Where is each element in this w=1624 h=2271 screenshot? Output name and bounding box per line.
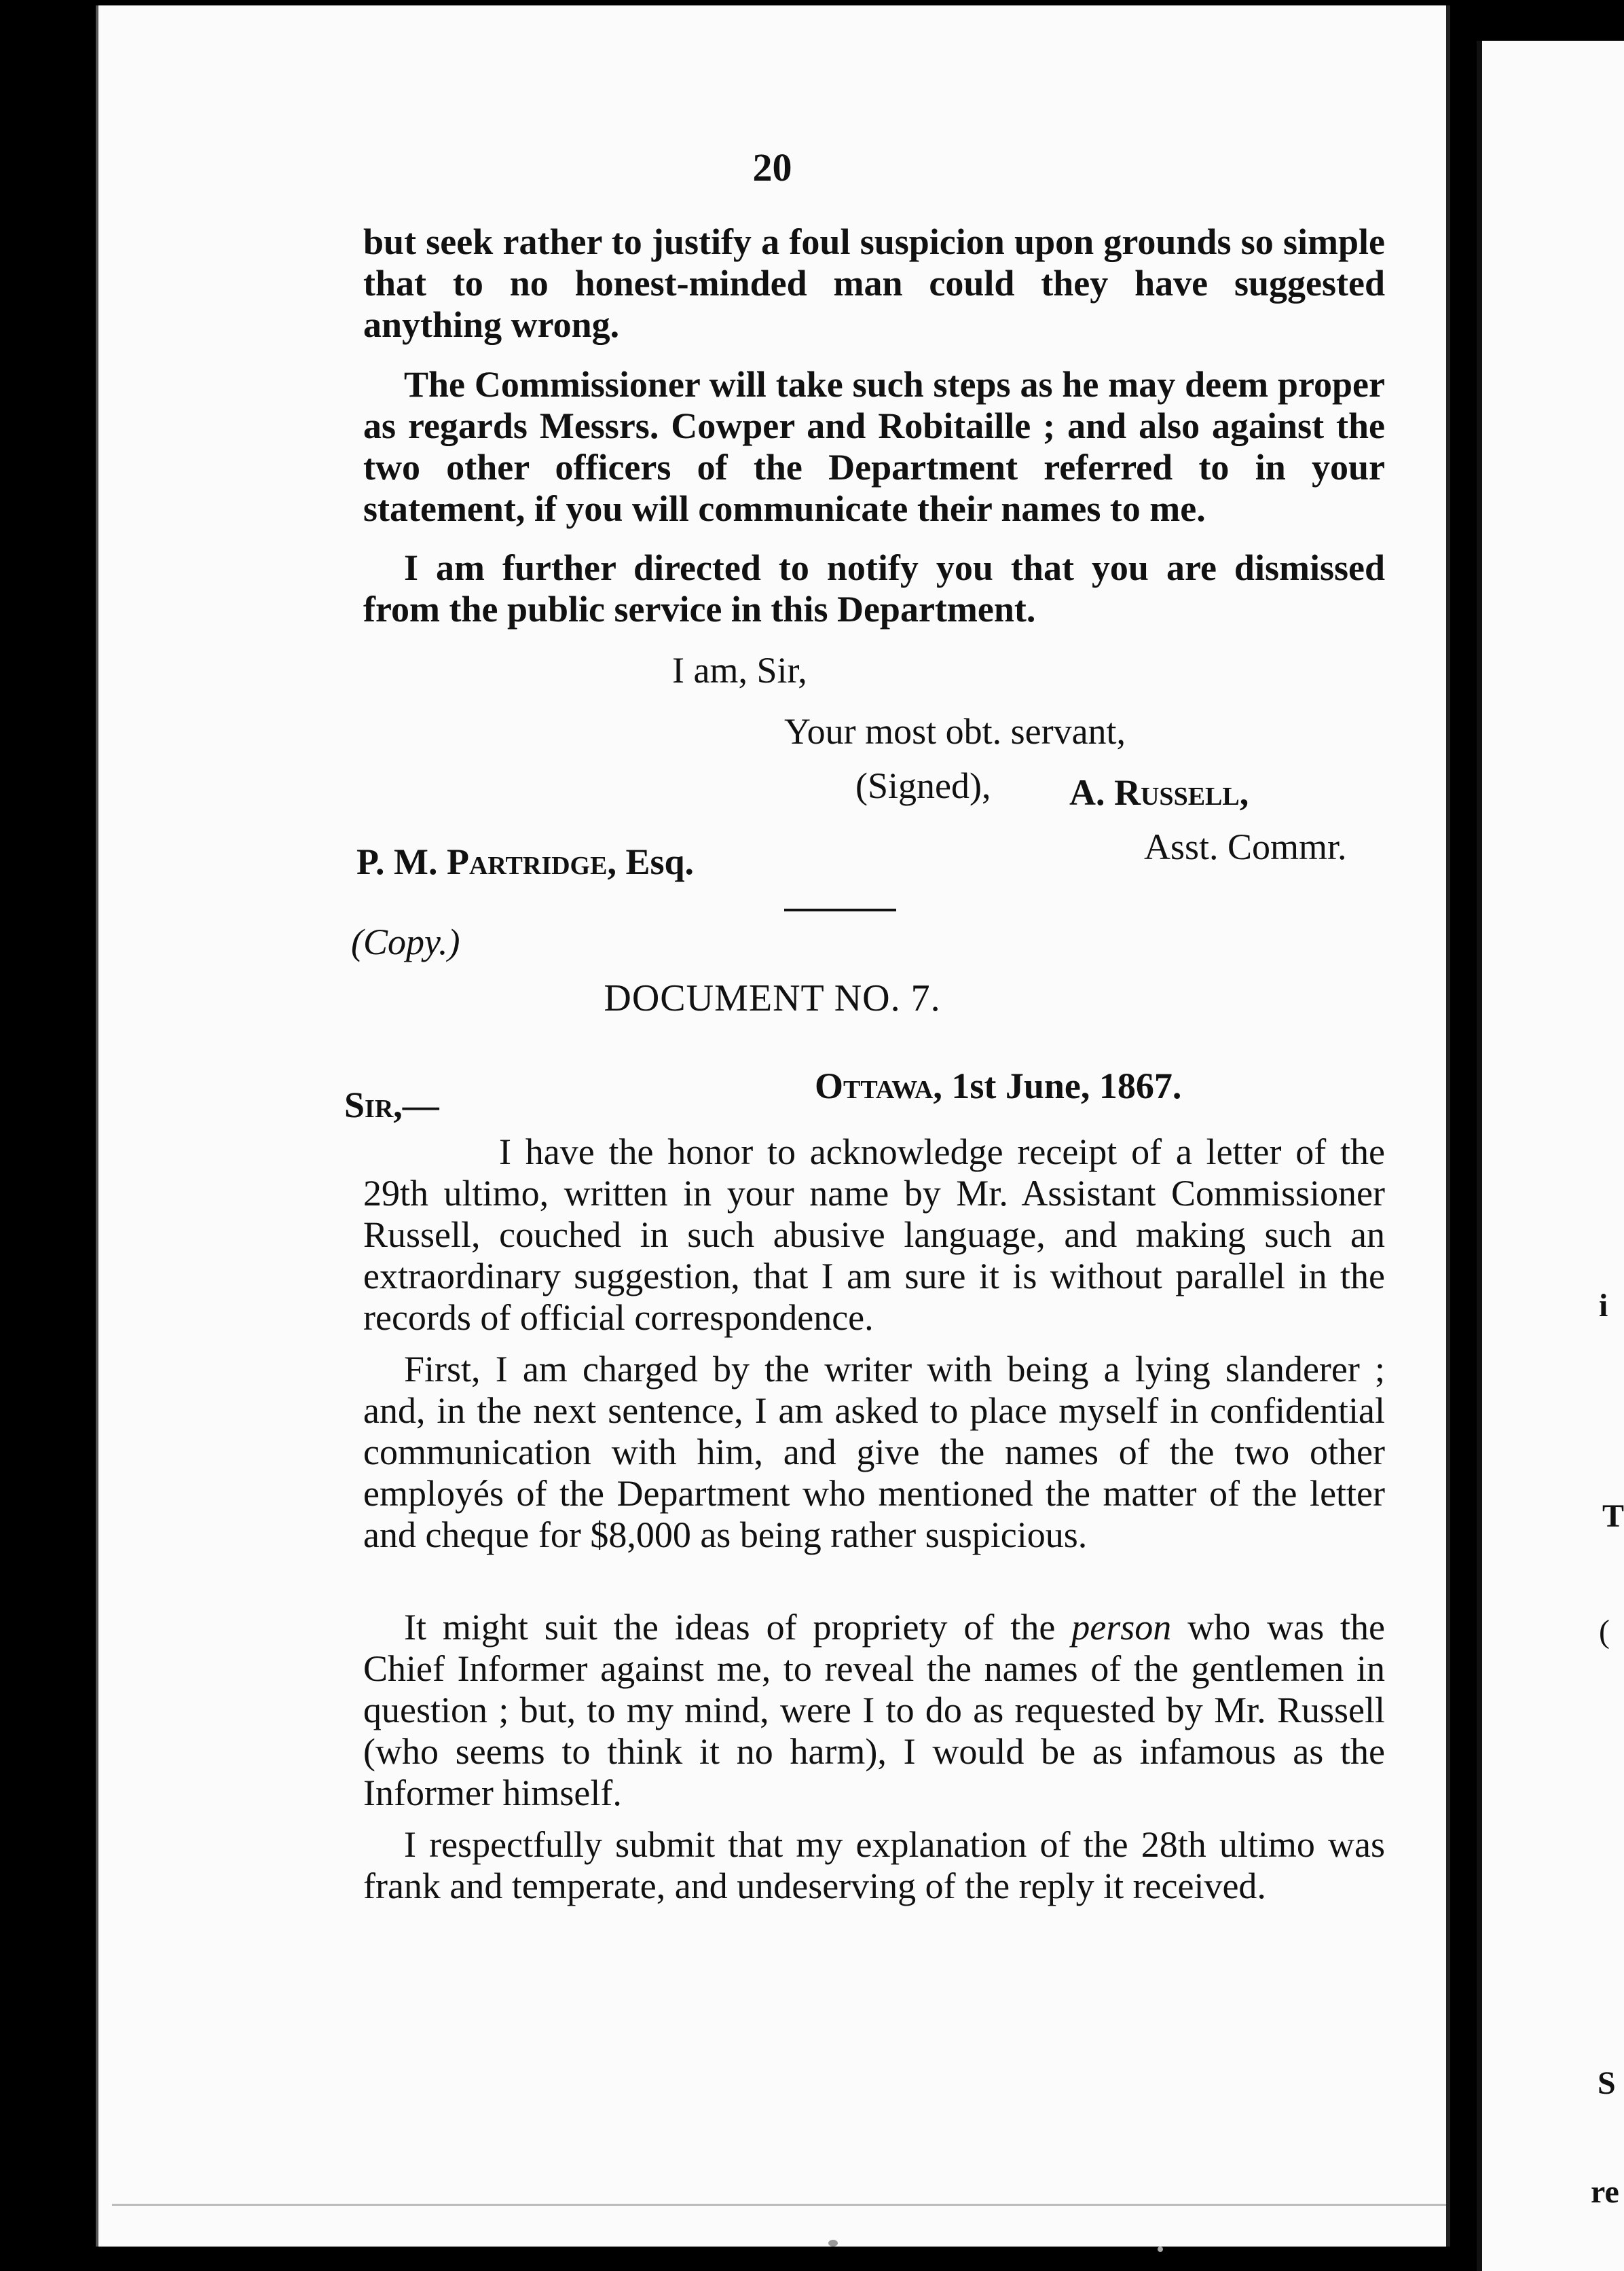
print-speck [828,2240,838,2247]
paragraph-continuation: but seek rather to justify a foul suspicion upon grounds so simple that to no honest-minded man could they have suggested anything wrong. [363,221,1385,345]
adjacent-text-fragment: ( [1599,1614,1610,1650]
paragraph-respectfully-text: I respectfully submit that my explanation of the 28th ultimo was frank and temperate, and undeserving of the reply it received. [363,1824,1385,1906]
paragraph-informer-after: who was the Chief Informer against me, to reveal the names of the gentlemen in question ; but, to my mind, were I to do as requested by Mr. Russell (who seems to think it no harm), I would be as infamous as the Informer himself. [363,1607,1386,1813]
closing-signed: (Signed), [855,765,991,806]
print-speck [1158,2247,1163,2252]
paragraph-commissioner [363,364,1385,530]
addressee-suffix: , Esq. [607,841,695,882]
paragraph-informer-before: It might suit the ideas of propriety of the [404,1607,1072,1648]
page-bottom-edge [112,2204,1446,2206]
paragraph-informer-emphasis: person [1071,1607,1172,1648]
signer-title: Asst. Commr. [1144,826,1347,867]
dateline-date: , 1st June, 1867. [933,1066,1182,1106]
separator-rule [784,909,896,911]
adjacent-page-spine [1477,41,1482,2271]
adjacent-text-fragment: T [1602,1498,1624,1534]
page-number: 20 [752,145,792,189]
letter-salutation: Sir,— [344,1085,439,1125]
document-heading: DOCUMENT NO. 7. [604,977,941,1019]
addressee-initials: P. M. [356,841,438,882]
signer-name [1069,771,1249,814]
paragraph-acknowledge-text: I have the honor to acknowledge receipt of a letter of the 29th ultimo, written in your name by Mr. Assistant Commissioner Russell, couched in such abusive language, and making such an extraordinary suggestion, that I am sure it is without parallel in the records of official correspondence. [363,1131,1385,1338]
signer-name-text: A. Russell, [1069,772,1249,813]
paragraph-dismissal [363,547,1385,630]
addressee-surname: Partridge [447,841,608,882]
adjacent-page [1477,41,1624,2271]
closing-servant: Your most obt. servant, [784,711,1126,752]
addressee [356,841,694,883]
paragraph-charged [363,1349,1385,1556]
paragraph-acknowledge [363,1131,1385,1339]
page-spine-edge [96,5,98,2247]
copy-label: (Copy.) [351,922,460,962]
dateline [815,1065,1181,1107]
adjacent-text-fragment: i [1599,1288,1608,1324]
paragraph-charged-text: First, I am charged by the writer with being a lying slanderer ; and, in the next sentence, I am asked to place myself in confidential communication with him, and give the names of the two other employés of the Department who mentioned the matter of the letter and cheque for $8,000 as being rather suspicious. [363,1349,1385,1555]
dateline-place: Ottawa [815,1066,934,1106]
adjacent-text-fragment: S [1598,2065,1616,2101]
paragraph-commissioner-text: The Commissioner will take such steps as he may deem proper as regards Messrs. Cowper and Robitaille ; and also against the two other officers of the Department referred to in your statement, if you will communicate their names to me. [363,364,1385,529]
paragraph-informer [363,1607,1385,1814]
paragraph-dismissal-text: I am further directed to notify you that you are dismissed from the public service in this Department. [363,547,1385,630]
book-page [98,5,1450,2247]
closing-salutation: I am, Sir, [672,650,807,691]
adjacent-text-fragment: re [1591,2174,1619,2210]
paragraph-respectfully [363,1824,1385,1907]
